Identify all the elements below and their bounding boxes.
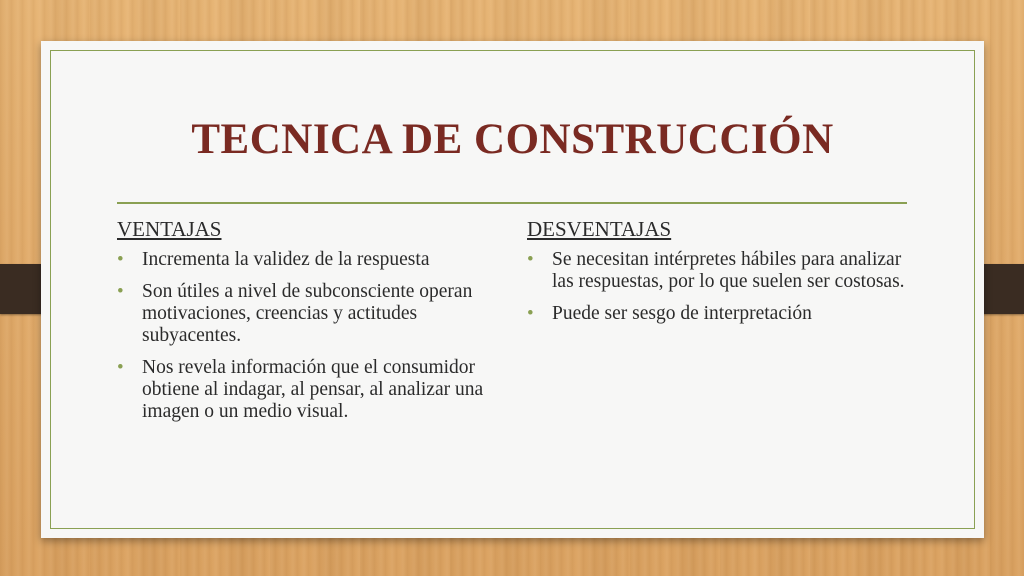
list-item <box>117 249 497 271</box>
list-item-text: Nos revela información que el consumidor obtiene al indagar, al pensar, al analizar una imagen o un medio visual. <box>142 357 484 422</box>
bullet-icon: • <box>527 303 534 324</box>
ventajas-heading: VENTAJAS <box>117 217 222 241</box>
list-item <box>117 357 497 423</box>
slide-title: TECNICA DE CONSTRUCCIÓN <box>191 116 834 163</box>
desventajas-heading: DESVENTAJAS <box>527 217 672 241</box>
bullet-icon: • <box>117 281 124 302</box>
list-item <box>117 281 497 347</box>
bullet-icon: • <box>117 357 124 378</box>
list-item <box>527 303 907 325</box>
title-divider <box>117 202 907 204</box>
list-item-text: Incrementa la validez de la respuesta <box>142 249 430 270</box>
desventajas-list <box>527 249 907 325</box>
ventajas-list <box>117 249 497 423</box>
ventajas-column <box>117 217 497 433</box>
bullet-icon: • <box>527 249 534 270</box>
list-item-text: Son útiles a nivel de subconsciente operan motivaciones, creencias y actitudes subyacentes. <box>142 281 473 346</box>
list-item-text: Se necesitan intérpretes hábiles para analizar las respuestas, por lo que suelen ser costosas. <box>552 249 905 292</box>
list-item <box>527 249 907 293</box>
list-item-text: Puede ser sesgo de interpretación <box>552 303 812 324</box>
desventajas-column <box>527 217 907 335</box>
slide-card <box>41 41 984 538</box>
bullet-icon: • <box>117 249 124 270</box>
